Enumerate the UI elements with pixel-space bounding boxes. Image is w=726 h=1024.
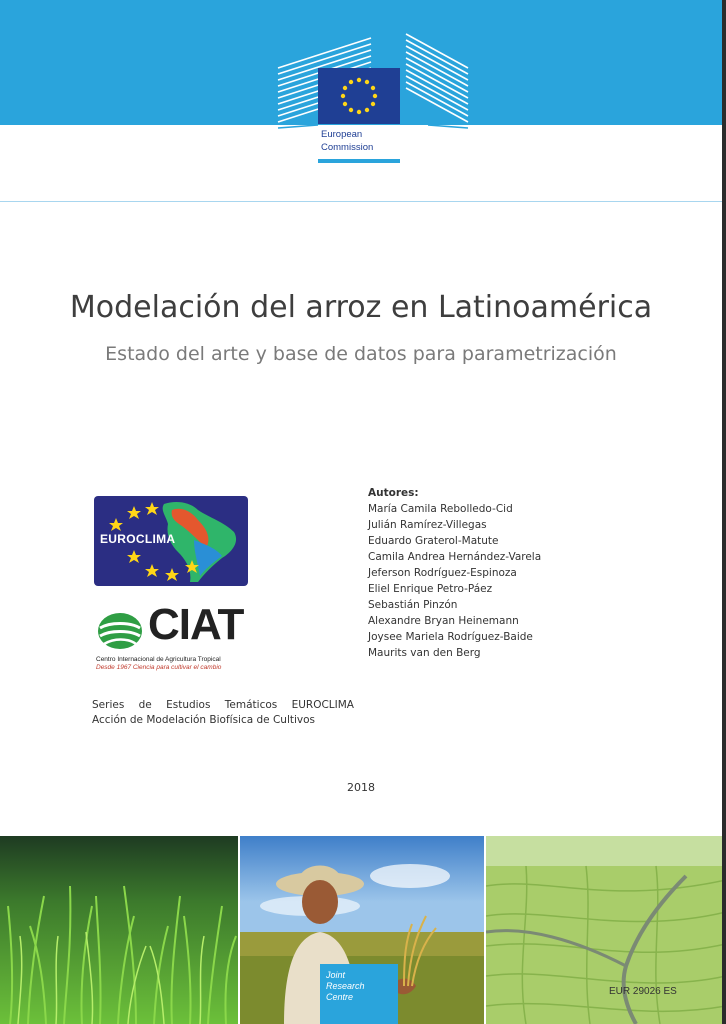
jrc-badge-line2: Research [326,981,365,991]
author-name: Maurits van den Berg [368,647,481,659]
ciat-full-name: Centro Internacional de Agricultura Tropical [96,656,221,663]
author-name: María Camila Rebolledo-Cid [368,503,513,515]
authors-heading: Autores: [368,487,419,499]
ec-logo-text-line1: European [321,129,363,140]
farmer-photo [240,836,484,1024]
jrc-badge-line1: Joint [326,970,346,980]
author-name: Joysee Mariela Rodríguez-Baide [368,631,533,643]
publication-year: 2018 [347,781,375,794]
author-name: Julián Ramírez-Villegas [368,519,487,531]
series-info [92,698,354,728]
ec-logo-text [321,128,373,154]
author-name: Jeferson Rodríguez-Espinoza [368,567,517,579]
ciat-logo [96,600,256,678]
ciat-globe-icon [96,608,144,654]
rice-fields-image [486,836,726,1024]
page-edge [722,0,726,1024]
author-name: Eduardo Graterol-Matute [368,535,499,547]
eu-flag [318,68,400,124]
ec-logo-underline [318,159,400,163]
document-title: Modelación del arroz en Latinoamérica [69,290,653,325]
header-divider [0,201,726,202]
rice-fields-aerial-photo [486,836,726,1024]
jrc-badge-line3: Centre [326,992,354,1002]
author-name: Eliel Enrique Petro-Páez [368,583,493,595]
authors-block [368,485,541,661]
ciat-tagline: Desde 1967 Ciencia para cultivar el cambio [96,664,222,671]
euroclima-logo [94,496,248,586]
ec-logo-text-line2: Commission [321,142,374,153]
author-name: Camila Andrea Hernández-Varela [368,551,542,563]
rice-plants-image [0,836,238,1024]
series-line-1: Series de Estudios Temáticos EUROCLIMA [92,699,354,711]
jrc-badge [320,964,398,1024]
eu-stars-icon [318,68,400,124]
euroclima-logo-label: EUROCLIMA [100,532,176,546]
series-line-2: Acción de Modelación Biofísica de Cultivos [92,714,316,726]
report-number: EUR 29026 ES [609,986,677,997]
author-name: Alexandre Bryan Heinemann [368,615,519,627]
ciat-wordmark: CIAT [148,600,244,649]
document-subtitle: Estado del arte y base de datos para parametrización [105,343,617,365]
rice-plants-photo [0,836,238,1024]
author-name: Sebastián Pinzón [368,599,458,611]
cover-photo-strip [0,836,726,1024]
